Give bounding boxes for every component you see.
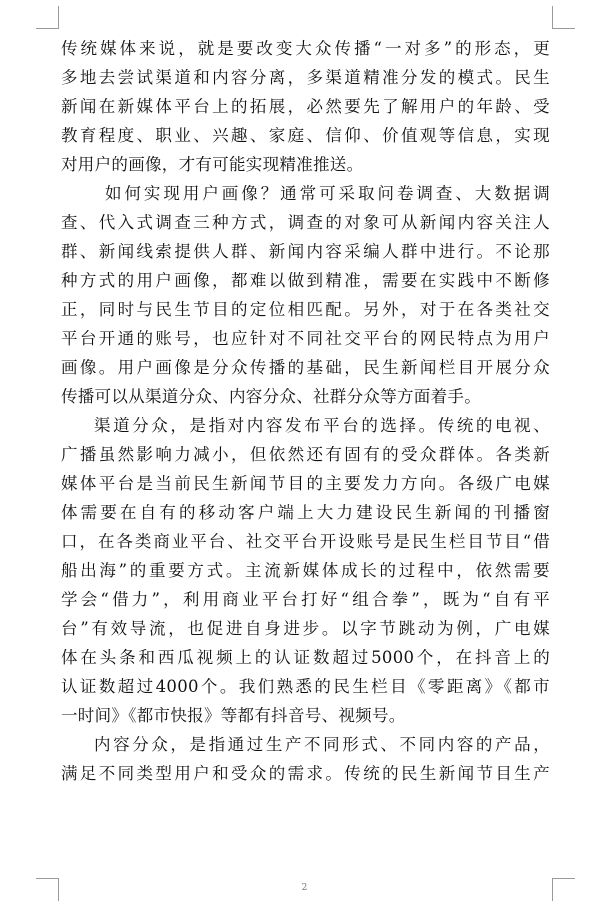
text-line: 媒体平台是当前民生新闻节目的主要发力方向。各级广电媒 [61, 474, 550, 493]
text-line: 查、代入式调查三种方式，调查的对象可从新闻内容关注人 [61, 213, 550, 232]
body-text [61, 34, 550, 788]
crop-mark-top-left [36, 6, 59, 29]
text-line: 内容分众，是指通过生产不同形式、不同内容的产品， [94, 735, 550, 754]
text-line: 教育程度、职业、兴趣、家庭、信仰、价值观等信息，实现 [61, 126, 550, 145]
text-line: 群、新闻线索提供人群、新闻内容采编人群中进行。不论那 [61, 242, 550, 261]
text-line: 种方式的用户画像，都难以做到精准，需要在实践中不断修 [61, 271, 550, 290]
text-line: 新闻在新媒体平台上的拓展，必然要先了解用户的年龄、受 [61, 97, 550, 116]
text-line: 如何实现用户画像？通常可采取问卷调查、大数据调 [105, 184, 550, 203]
text-line: 船出海”的重要方式。主流新媒体成长的过程中，依然需要 [61, 561, 550, 580]
text-line: 学会“借力”，利用商业平台打好“组合拳”，既为“自有平 [61, 590, 550, 609]
text-line: 正，同时与民生节目的定位相匹配。另外，对于在各类社交 [61, 300, 550, 319]
text-line: 多地去尝试渠道和内容分离，多渠道精准分发的模式。民生 [61, 68, 550, 87]
crop-mark-top-right [552, 6, 575, 29]
text-line: 体需要在自有的移动客户端上大力建设民生新闻的刊播窗 [61, 503, 550, 522]
text-line: 传播可以从渠道分众、内容分众、社群分众等方面着手。 [61, 387, 481, 406]
text-line: 平台开通的账号，也应针对不同社交平台的网民特点为用户 [61, 329, 550, 348]
text-line: 认证数超过4000个。我们熟悉的民生栏目《零距离》《都市 [61, 677, 550, 696]
text-line: 对用户的画像，才有可能实现精准推送。 [61, 155, 364, 174]
text-line: 满足不同类型用户和受众的需求。传统的民生新闻节目生产 [61, 764, 550, 783]
text-line: 渠道分众，是指对内容发布平台的选择。传统的电视、 [94, 416, 550, 435]
text-line: 一时间》《都市快报》等都有抖音号、视频号。 [61, 706, 406, 725]
text-line: 广播虽然影响力减小，但依然还有固有的受众群体。各类新 [61, 445, 550, 464]
text-line: 画像。用户画像是分众传播的基础，民生新闻栏目开展分众 [61, 358, 550, 377]
page-number: 2 [301, 883, 308, 893]
text-line: 台”有效导流，也促进自身进步。以字节跳动为例，广电媒 [61, 619, 550, 638]
text-line: 传统媒体来说，就是要改变大众传播“一对多”的形态，更 [61, 39, 550, 58]
text-line: 口，在各类商业平台、社交平台开设账号是民生栏目节目“借 [61, 532, 550, 551]
text-line: 体在头条和西瓜视频上的认证数超过5000个，在抖音上的 [61, 648, 550, 667]
